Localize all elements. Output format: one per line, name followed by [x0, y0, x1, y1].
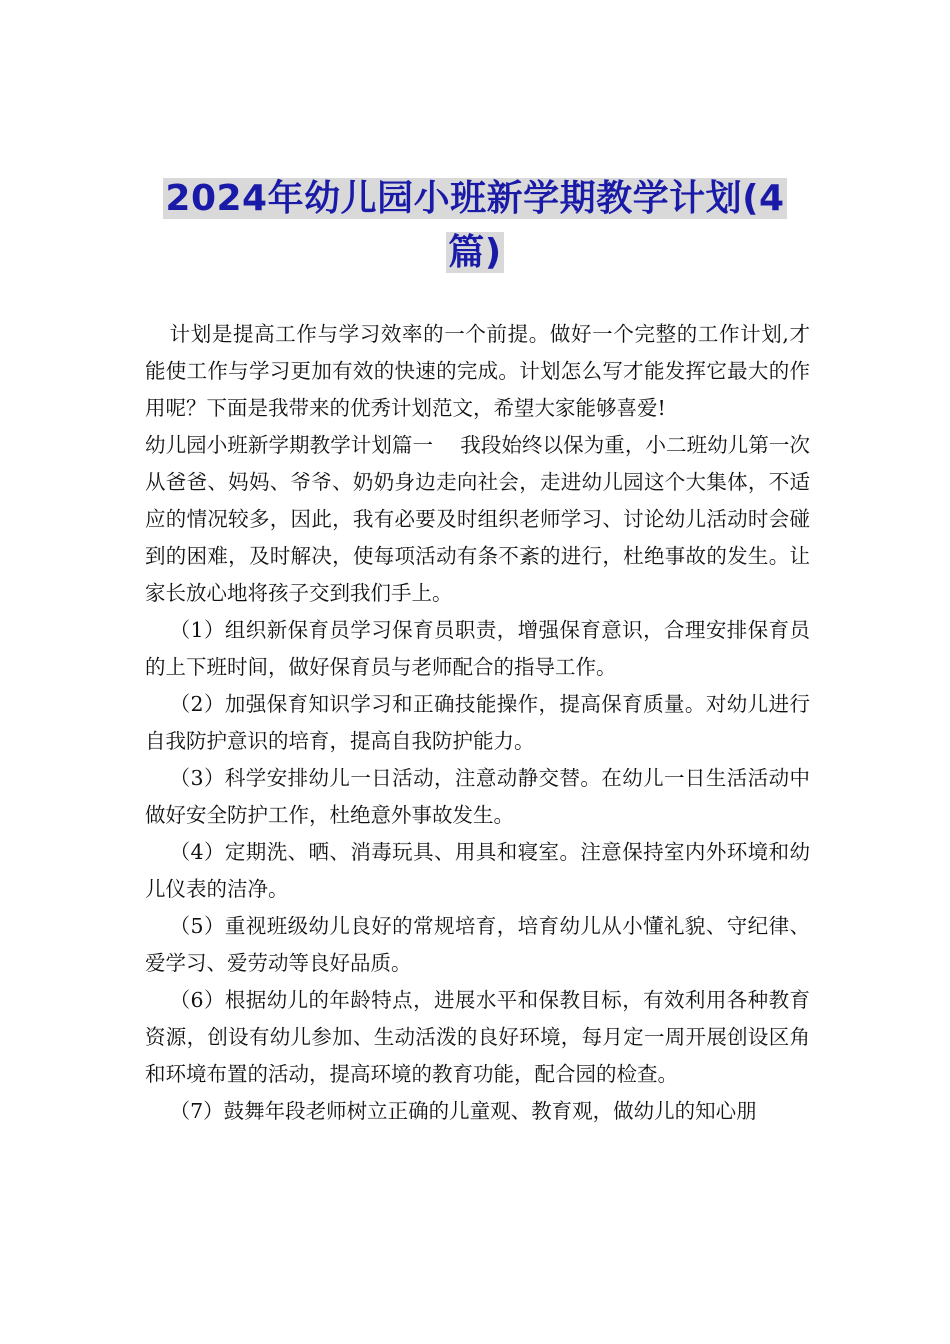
section-1-paragraph: [145, 427, 810, 612]
document-body: [145, 316, 810, 1130]
list-item: （2）加强保育知识学习和正确技能操作，提高保育质量。对幼儿进行自我防护意识的培育，提高自我防护能力。: [145, 692, 810, 753]
list-item: （6）根据幼儿的年龄特点，进展水平和保教目标，有效利用各种教育资源，创设有幼儿参加、生动活泼的良好环境，每月定一周开展创设区角和环境布置的活动，提高环境的教育功能，配合园的检查。: [145, 988, 810, 1086]
intro-paragraph: 计划是提高工作与学习效率的一个前提。做好一个完整的工作计划,才能使工作与学习更加有效的快速的完成。计划怎么写才能发挥它最大的作用呢？下面是我带来的优秀计划范文，希望大家能够喜爱!: [145, 322, 810, 420]
title-line-2: 篇): [448, 232, 502, 273]
section-1-text: 我段始终以保为重，小二班幼儿第一次从爸爸、妈妈、爷爷、奶奶身边走向社会，走进幼儿园这个大集体，不适应的情况较多，因此，我有必要及时组织老师学习、讨论幼儿活动时会碰到的困难，及时解决，使每项活动有条不紊的进行，杜绝事故的发生。让家长放心地将孩子交到我们手上。: [145, 433, 810, 605]
list-item: （5）重视班级幼儿良好的常规培育，培育幼儿从小懂礼貌、守纪律、爱学习、爱劳动等良好品质。: [145, 914, 810, 975]
document-title: [100, 172, 850, 280]
list-item: （3）科学安排幼儿一日活动，注意动静交替。在幼儿一日生活活动中做好安全防护工作，杜绝意外事故发生。: [145, 766, 810, 827]
section-1-heading: 幼儿园小班新学期教学计划篇一: [145, 433, 434, 457]
title-line-1: 2024年幼儿园小班新学期教学计划(4: [165, 178, 785, 219]
list-item: （4）定期洗、晒、消毒玩具、用具和寝室。注意保持室内外环境和幼儿仪表的洁净。: [145, 840, 810, 901]
list-item: （1）组织新保育员学习保育员职责，增强保育意识，合理安排保育员的上下班时间，做好保育员与老师配合的指导工作。: [145, 618, 810, 679]
list-item: （7）鼓舞年段老师树立正确的儿童观、教育观，做幼儿的知心朋: [169, 1099, 757, 1123]
